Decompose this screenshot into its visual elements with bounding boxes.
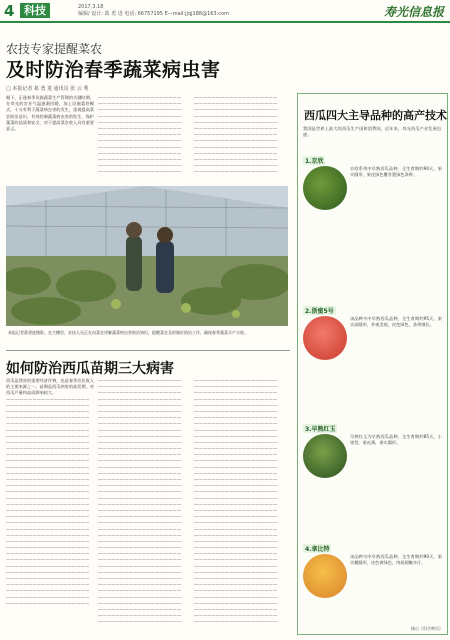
article1-column-3: ——————————————————— ——————————————————— ——————————————————— ——————————————————— ——————————————————— ——————————————————— ——————————————————— ——————————————————— ——————————————————— ——————————————————— ——————————————————— ——————————————————— ——————————————————— — [194, 95, 278, 175]
article2-column-3: ——————————————————— ——————————————————— ——————————————————— ——————————————————— ——————————————————— ——————————————————— ——————————————————— ——————————————————— ——————————————————— ——————————————————— ——————————————————— ——————————————————— ——————————————————— ——————————————————— ——————————————————— ——————————————————— ——————————————————— ——————————————————— ——————————————————— ——————————————————— ——————————————————— ——————————————————— ——————————————————— ——————————————————— ——————————————————— ——————————————————— ——————————————————— ——————————————————— ——————————————————— ——————————————————— ——————————————————— ——————————————————— ——————————————————— ——————————————————— ——————————————————— ——————————————————— ——————————————————— ——————————————————— ——————————————————— ——————————————————— — [194, 378, 278, 625]
article2-headline: 如何防治西瓜苗期三大病害 — [6, 361, 174, 377]
sidebar-intro: 我国是世界上最大的西瓜生产国和消费国，近年来，寿光西瓜产业发展迅速。 — [303, 126, 441, 138]
article2-column-1: 西瓜是我省的重要经济作物，也是春季农民收入的主要来源之一。苗期是西瓜病害的高发期，对西瓜产量和品质影响较大。 ——————————————————— ——————————————————— ——————————————————— ——————————————————— ——————————————————— ——————————————————— ——————————————————— ——————————————————— ——————————————————— ——————————————————— ——————————————————— ——————————————————— ——————————————————— ——————————————————— ——————————————————— ——————————————————— ——————————————————— ——————————————————— ——————————————————— ——————————————————— ——————————————————— ——————————————————— ——————————————————— ——————————————————— ——————————————————— ——————————————————— ——————————————————— ——————————————————— ——————————————————— ——————————————————— ——————————————————— ——————————————————— ——————————————————— ——————————————————— — [6, 378, 94, 606]
watermelon-sidebar — [297, 93, 448, 635]
header-rule — [0, 21, 450, 23]
watermelon-image-4 — [303, 554, 347, 598]
article1-headline: 及时防治春季蔬菜病虫害 — [6, 59, 221, 81]
greenhouse-photo — [6, 186, 288, 326]
photo-caption: 本报记者葛勇进摄影。在大棚里，农技人员正在向菜农讲解蔬菜病虫害防治知识，提醒菜农及时做好防治工作，确保春季蔬菜丰产丰收。 — [8, 330, 248, 335]
watermelon-image-2 — [303, 316, 347, 360]
article2-column-2: ——————————————————— ——————————————————— ——————————————————— ——————————————————— ——————————————————— ——————————————————— ——————————————————— ——————————————————— ——————————————————— ——————————————————— ——————————————————— ——————————————————— ——————————————————— ——————————————————— ——————————————————— ——————————————————— ——————————————————— ——————————————————— ——————————————————— ——————————————————— ——————————————————— ——————————————————— ——————————————————— ——————————————————— ——————————————————— ——————————————————— ——————————————————— ——————————————————— ——————————————————— ——————————————————— ——————————————————— ——————————————————— ——————————————————— ——————————————————— ——————————————————— ——————————————————— ——————————————————— ——————————————————— ——————————————————— ——————————————————— — [98, 378, 182, 625]
variety-text-4: 该品种为中早熟西瓜品种，全生育期约90天，果实椭圆形，皮色黄绿色，肉质细嫩多汁。 — [350, 554, 442, 566]
sidebar-source: 摘自《科学种田》 — [411, 626, 443, 631]
sidebar-title: 西瓜四大主导品种的高产技术 — [304, 109, 447, 122]
editor-contact: 编辑/ 设计: 葛 勇 进 电话: 66757195 E—mail:jjqj188@163.com — [78, 11, 229, 17]
article1-kicker: 农技专家提醒菜农 — [6, 42, 103, 56]
masthead-logo: 寿光信息报 — [383, 5, 444, 19]
article1-column-1 — [6, 95, 94, 183]
page-number: 4 — [4, 2, 15, 20]
article1-column-2: ——————————————————— ——————————————————— ——————————————————— ——————————————————— ——————————————————— ——————————————————— ——————————————————— ——————————————————— ——————————————————— ——————————————————— ——————————————————— ——————————————————— ——————————————————— — [98, 95, 182, 175]
section-tag: 科技 — [20, 3, 50, 18]
article2-body: 西瓜是我省的重要经济作物，也是春季农民收入的主要来源之一。苗期是西瓜病害的高发期，对西瓜产量和品质影响较大。 — [6, 378, 94, 396]
variety-label-4: 4.拿比特 — [305, 546, 330, 553]
variety-text-2: 该品种为中早熟西瓜品种，全生育期约95天，果实高圆形，外观美观，皮色绿色，条带细长。 — [350, 316, 442, 328]
watermelon-image-3 — [303, 434, 347, 478]
issue-date: 2017.3.18 — [78, 4, 104, 10]
watermelon-image-1 — [303, 166, 347, 210]
greenhouse-scene-illustration — [6, 186, 288, 326]
page-header — [0, 0, 450, 22]
variety-text-3: 早熟红玉为早熟西瓜品种，全生育期约85天，小果型，果皮薄，果实圆形。 — [350, 434, 442, 446]
variety-text-1: 京欣系列中早熟西瓜品种，全生育期约90天，果实圆形，果皮绿色覆有墨绿色条带。 — [350, 166, 442, 178]
article1-body: 眼下，正逢春季设施蔬菜生产管理的关键时期，在寿光的农业气温逐渐回暖，加上设施栽培模式，十分有利于蔬菜病虫害的发生，重视提高菜农防治意识，有效控制蔬菜病虫害的发生，保护蔬菜的品质和安全，对于提高菜农收入具有重要意义。 — [6, 95, 94, 132]
variety-label-2: 2.浙蜜5号 — [305, 308, 334, 315]
section-divider — [6, 350, 290, 351]
variety-label-3: 3.早熟红玉 — [305, 426, 336, 433]
variety-label-1: 1.京欣 — [305, 158, 324, 165]
article1-byline: □ 本报记者 葛 勇 进 通讯员 张 云 秀 — [6, 86, 89, 92]
